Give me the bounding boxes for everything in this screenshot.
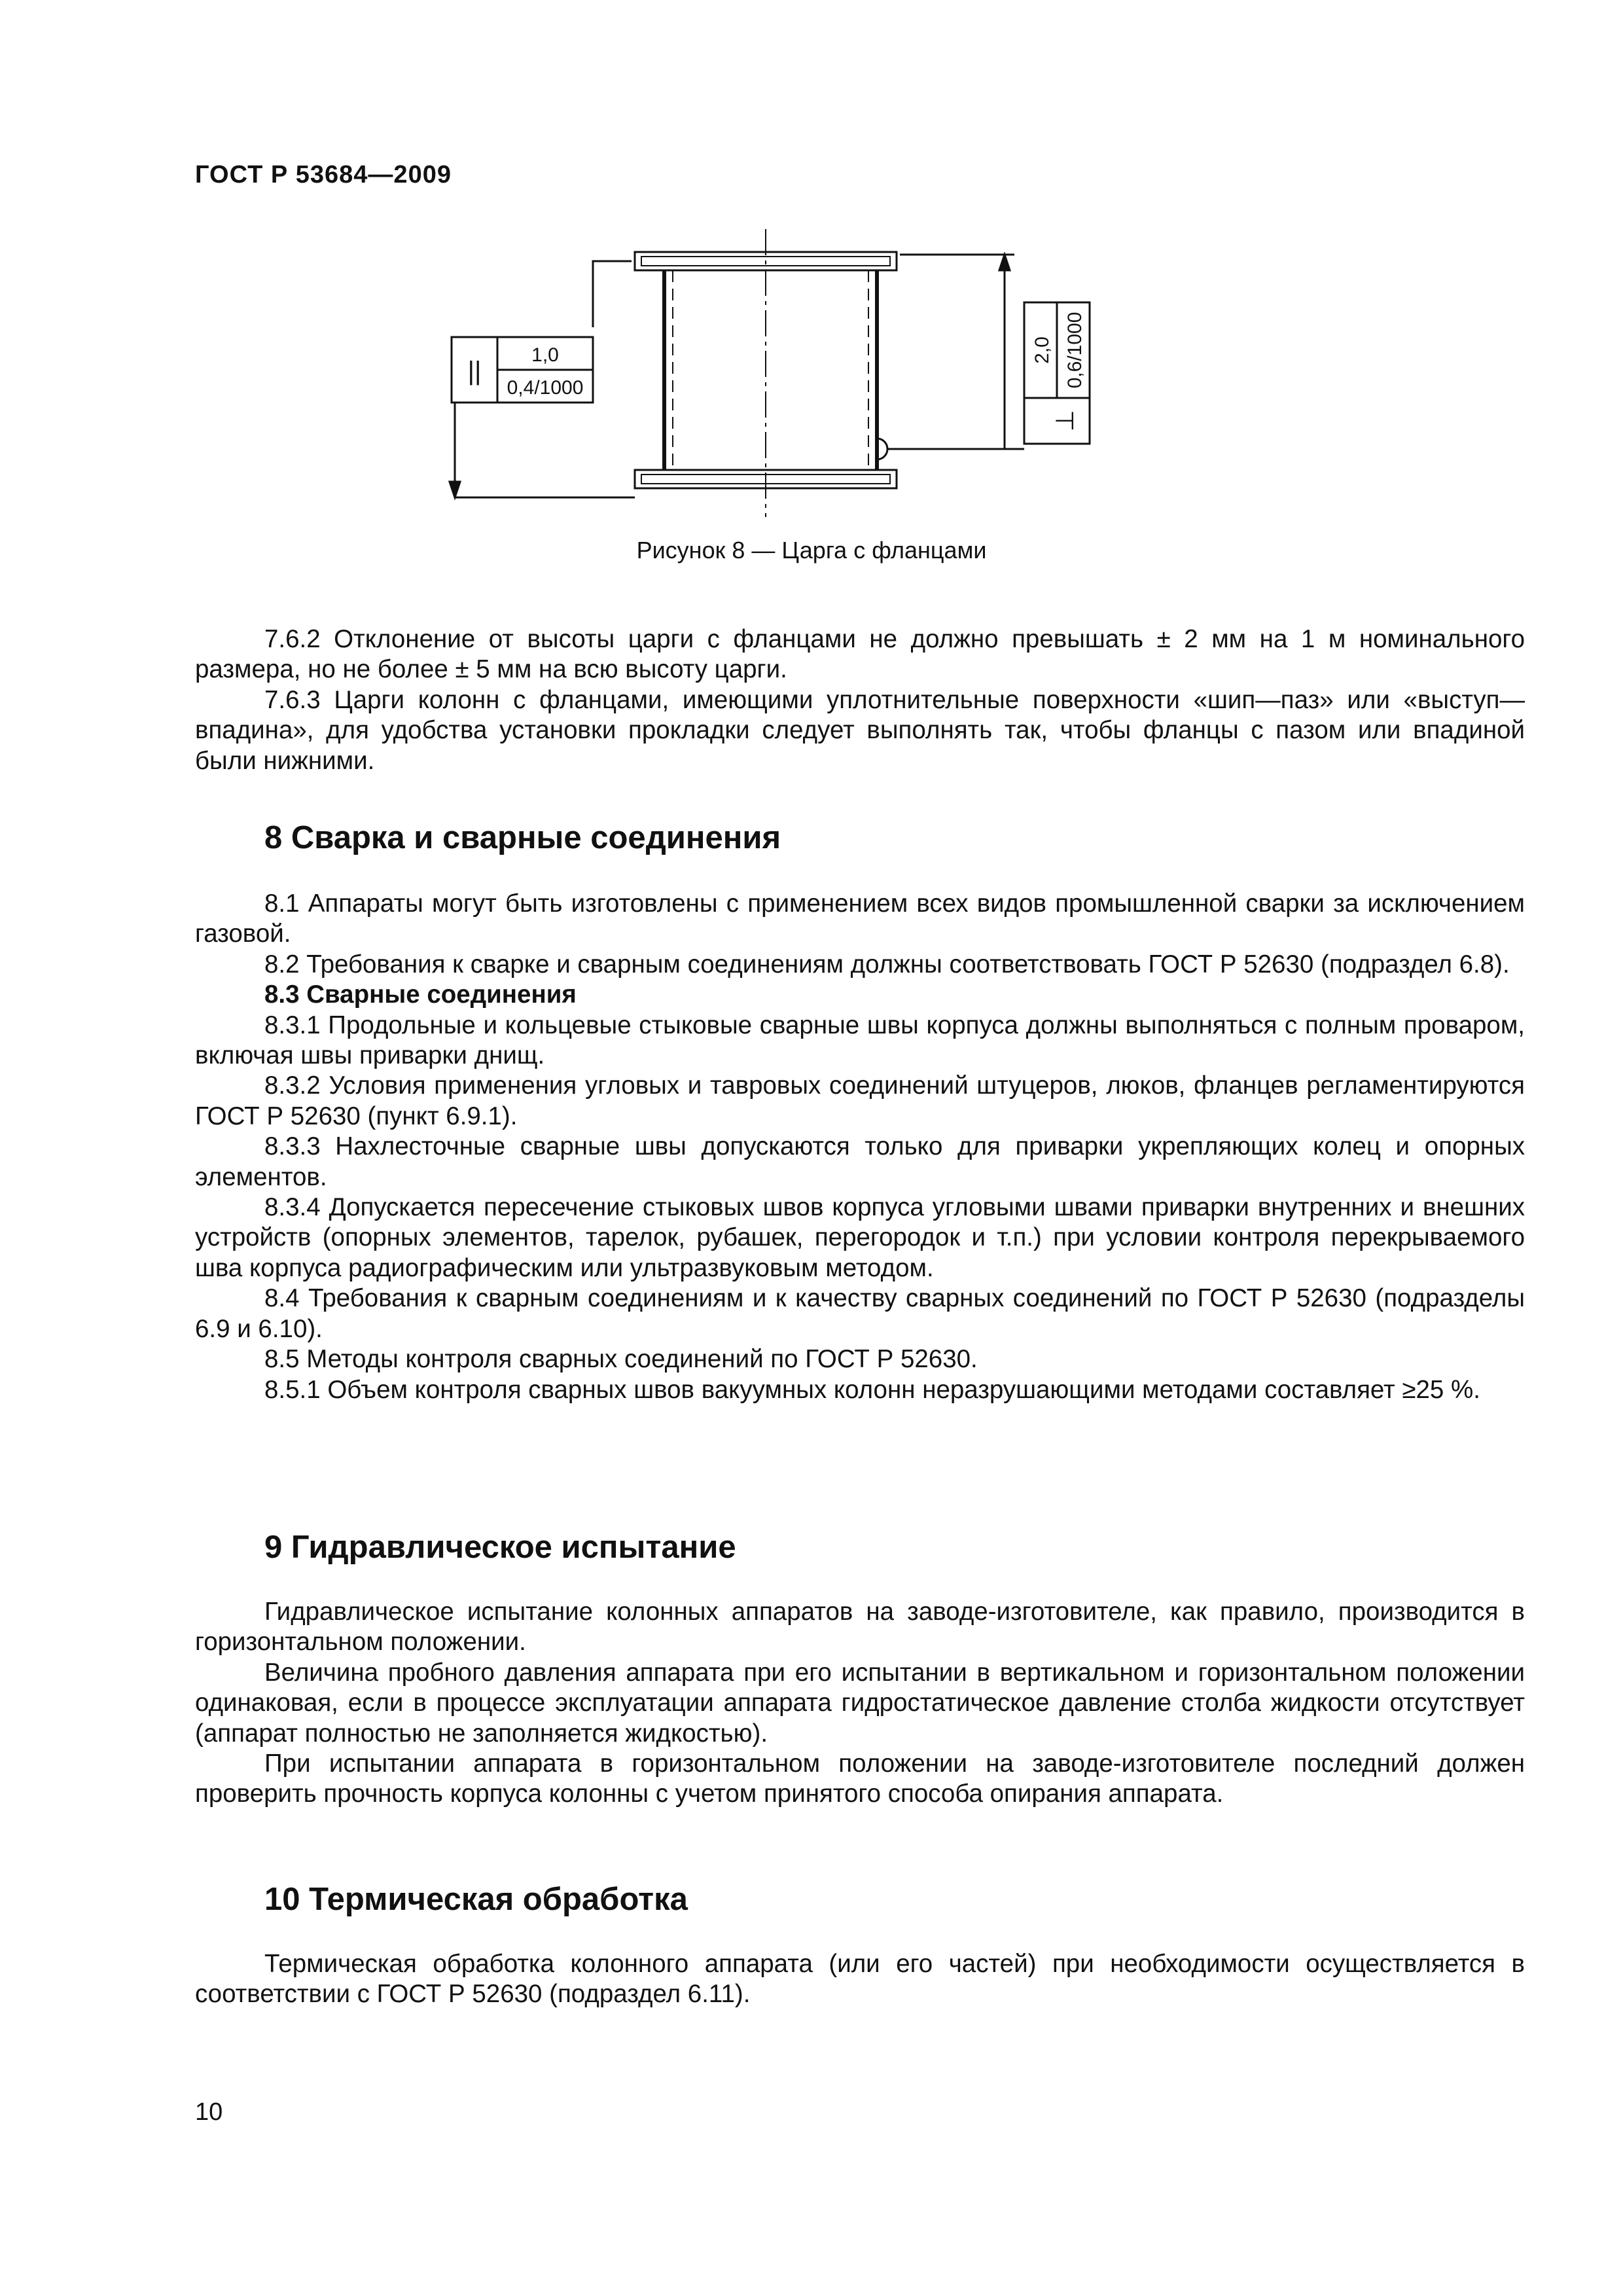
paragraph: Гидравлическое испытание колонных аппаратов на заводе-изготовителе, как правило, производится в горизонтальном положении. [195, 1598, 1525, 1657]
section-8-heading: 8 Сварка и сварные соединения [264, 820, 781, 855]
section-9-text [195, 1597, 1525, 1810]
paragraph: 8.4 Требования к сварным соединениям и к качеству сварных соединений по ГОСТ Р 52630 (подразделы 6.9 и 6.10). [195, 1284, 1525, 1343]
tolerance-left-symbol: || [467, 357, 482, 386]
paragraph: 8.3.3 Нахлесточные сварные швы допускаются только для приварки укрепляющих колец и опорных элементов. [195, 1132, 1525, 1191]
paragraph: Термическая обработка колонного аппарата (или его частей) при необходимости осуществляется в соответствии с ГОСТ Р 52630 (подраздел 6.11). [195, 1950, 1525, 2009]
paragraph: 7.6.3 Царги колонн с фланцами, имеющими уплотнительные поверхности «шип—паз» или «выступ—впадина», для удобства установки прокладки следует выполнять так, чтобы фланцы с пазом или впадиной были нижними. [195, 685, 1525, 775]
tolerance-left-value1: 1,0 [531, 344, 559, 366]
paragraph: 7.6.2 Отклонение от высоты царги с фланцами не должно превышать ± 2 мм на 1 м номинального размера, но не более ± 5 мм на всю высоту царги. [195, 625, 1525, 684]
document-header: ГОСТ Р 53684—2009 [195, 161, 452, 188]
tolerance-left-value2: 0,4/1000 [507, 377, 584, 399]
section-10-heading: 10 Термическая обработка [264, 1882, 688, 1917]
paragraph: 8.3.2 Условия применения угловых и тавровых соединений штуцеров, люков, фланцев регламентируются ГОСТ Р 52630 (пункт 6.9.1). [195, 1071, 1525, 1130]
paragraph: 8.1 Аппараты могут быть изготовлены с применением всех видов промышленной сварки за исключением газовой. [195, 889, 1525, 948]
paragraph: При испытании аппарата в горизонтальном положении на заводе-изготовителе последний должен проверить прочность корпуса колонны с учетом принятого способа опирания аппарата. [195, 1749, 1525, 1808]
paragraph: 8.3.1 Продольные и кольцевые стыковые сварные швы корпуса должны выполняться с полным проваром, включая швы приварки днищ. [195, 1011, 1525, 1070]
tolerance-right-value2: 0,6/1000 [1064, 312, 1086, 389]
tolerance-right-symbol: ⊥ [1050, 410, 1079, 432]
paragraph: 8.2 Требования к сварке и сварным соединениям должны соответствовать ГОСТ Р 52630 (подраздел 6.8). [264, 950, 1510, 978]
page-number: 10 [195, 2098, 223, 2126]
paragraph: 8.5 Методы контроля сварных соединений по ГОСТ Р 52630. [264, 1345, 978, 1374]
section-10-text [195, 1949, 1525, 2010]
figure-caption: Рисунок 8 — Царга с фланцами [636, 537, 987, 564]
section-9-heading: 9 Гидравлическое испытание [264, 1530, 736, 1565]
section-7-text [195, 624, 1525, 776]
paragraph: 8.3.4 Допускается пересечение стыковых швов корпуса угловыми швами приварки внутренних и внешних устройств (опорных элементов, тарелок, рубашек, перегородок и т.п.) при условии контроля перекрываемого шва корпуса радиографическим или ультразвуковым методом. [195, 1193, 1525, 1282]
paragraph: Величина пробного давления аппарата при его испытании в вертикальном и горизонтальном положении одинаковая, если в процессе эксплуатации аппарата гидростатическое давление столба жидкости отсутствует (аппарат полностью не заполняется жидкостью). [195, 1658, 1525, 1748]
figure-8-drawing [432, 223, 1296, 530]
tolerance-right-value1: 2,0 [1031, 336, 1053, 364]
subsection-heading: 8.3 Сварные соединения [264, 980, 577, 1009]
section-8-text [195, 889, 1525, 1405]
paragraph: 8.5.1 Объем контроля сварных швов вакуумных колонн неразрушающими методами составляет ≥25 %. [264, 1375, 1480, 1404]
